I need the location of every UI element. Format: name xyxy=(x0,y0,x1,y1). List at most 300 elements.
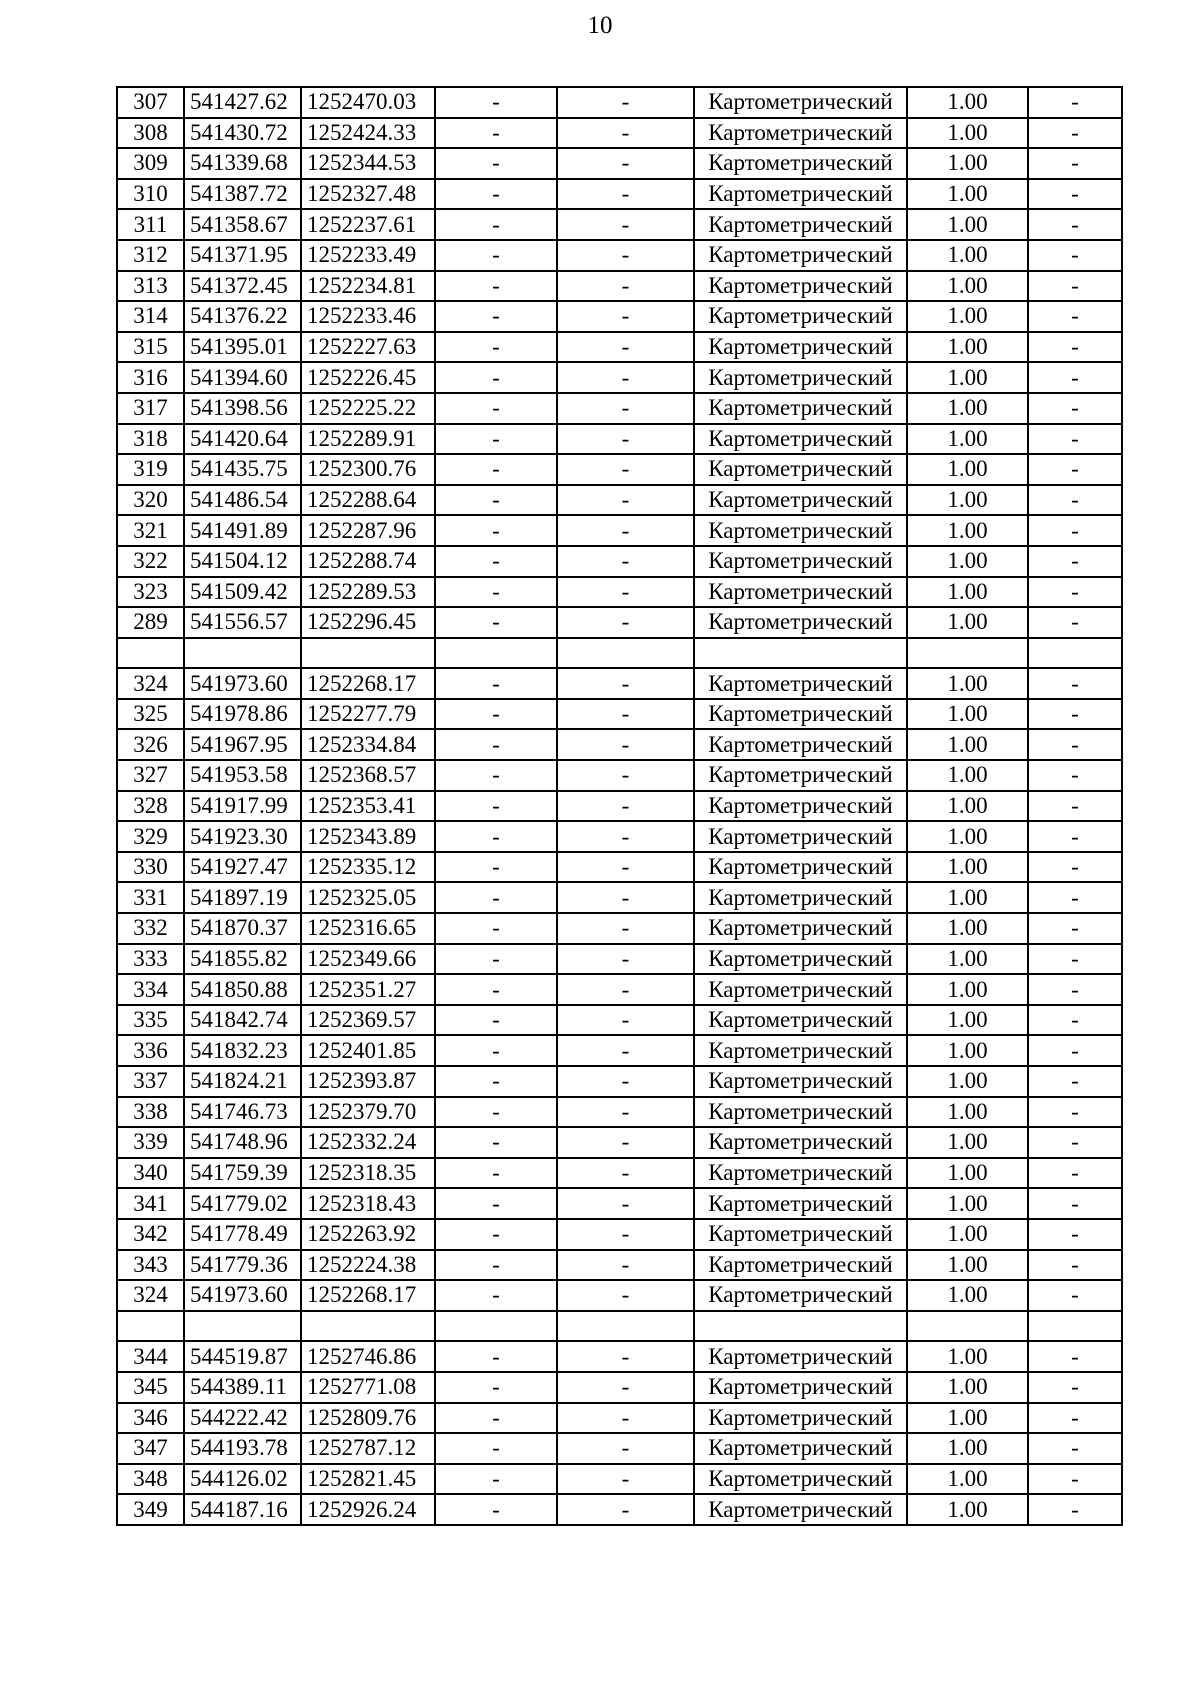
y-coordinate-cell: 1252227.63 xyxy=(301,332,435,363)
description-cell: - xyxy=(1028,1464,1122,1495)
x-coordinate-cell: 541504.12 xyxy=(184,546,301,577)
y-coordinate-cell: 1252226.45 xyxy=(301,362,435,393)
method-cell: Картометрический xyxy=(694,1066,907,1097)
table-row xyxy=(117,760,1122,791)
accuracy-cell: 1.00 xyxy=(907,821,1028,852)
old-y-cell: - xyxy=(557,209,694,240)
point-number-cell: 326 xyxy=(117,729,184,760)
y-coordinate-cell: 1252318.43 xyxy=(301,1188,435,1219)
description-cell: - xyxy=(1028,1005,1122,1036)
table-row xyxy=(117,271,1122,302)
table-row xyxy=(117,424,1122,455)
accuracy-cell: 1.00 xyxy=(907,393,1028,424)
accuracy-cell: 1.00 xyxy=(907,1433,1028,1464)
old-y-cell: - xyxy=(557,729,694,760)
old-x-cell: - xyxy=(435,1494,557,1525)
old-y-cell: - xyxy=(557,974,694,1005)
x-coordinate-cell: 541556.57 xyxy=(184,607,301,638)
point-number-cell: 332 xyxy=(117,913,184,944)
table-row xyxy=(117,515,1122,546)
accuracy-cell: 1.00 xyxy=(907,1464,1028,1495)
old-x-cell xyxy=(435,1311,557,1342)
method-cell: Картометрический xyxy=(694,118,907,149)
description-cell: - xyxy=(1028,1341,1122,1372)
table-row xyxy=(117,668,1122,699)
old-y-cell: - xyxy=(557,882,694,913)
x-coordinate-cell: 541923.30 xyxy=(184,821,301,852)
description-cell: - xyxy=(1028,87,1122,118)
table-row xyxy=(117,1372,1122,1403)
description-cell: - xyxy=(1028,454,1122,485)
accuracy-cell: 1.00 xyxy=(907,1372,1028,1403)
method-cell: Картометрический xyxy=(694,1403,907,1434)
point-number-cell: 316 xyxy=(117,362,184,393)
method-cell: Картометрический xyxy=(694,1188,907,1219)
y-coordinate-cell: 1252787.12 xyxy=(301,1433,435,1464)
accuracy-cell xyxy=(907,1311,1028,1342)
point-number-cell: 328 xyxy=(117,791,184,822)
method-cell: Картометрический xyxy=(694,944,907,975)
x-coordinate-cell: 544519.87 xyxy=(184,1341,301,1372)
description-cell: - xyxy=(1028,668,1122,699)
x-coordinate-cell: 541398.56 xyxy=(184,393,301,424)
table-row xyxy=(117,913,1122,944)
old-y-cell: - xyxy=(557,1066,694,1097)
point-number-cell: 325 xyxy=(117,699,184,730)
y-coordinate-cell: 1252237.61 xyxy=(301,209,435,240)
old-y-cell: - xyxy=(557,454,694,485)
y-coordinate-cell: 1252318.35 xyxy=(301,1158,435,1189)
old-x-cell: - xyxy=(435,1035,557,1066)
x-coordinate-cell: 541927.47 xyxy=(184,852,301,883)
table-row xyxy=(117,1097,1122,1128)
x-coordinate-cell: 541339.68 xyxy=(184,148,301,179)
accuracy-cell: 1.00 xyxy=(907,1066,1028,1097)
point-number-cell: 313 xyxy=(117,271,184,302)
description-cell: - xyxy=(1028,271,1122,302)
x-coordinate-cell: 541973.60 xyxy=(184,1280,301,1311)
description-cell xyxy=(1028,1311,1122,1342)
table-row xyxy=(117,301,1122,332)
description-cell: - xyxy=(1028,546,1122,577)
point-number-cell: 346 xyxy=(117,1403,184,1434)
old-x-cell: - xyxy=(435,1005,557,1036)
old-y-cell: - xyxy=(557,179,694,210)
point-number-cell: 329 xyxy=(117,821,184,852)
accuracy-cell: 1.00 xyxy=(907,1158,1028,1189)
y-coordinate-cell: 1252234.81 xyxy=(301,271,435,302)
method-cell: Картометрический xyxy=(694,1280,907,1311)
x-coordinate-cell: 541358.67 xyxy=(184,209,301,240)
y-coordinate-cell: 1252344.53 xyxy=(301,148,435,179)
description-cell: - xyxy=(1028,393,1122,424)
table-row xyxy=(117,882,1122,913)
y-coordinate-cell: 1252821.45 xyxy=(301,1464,435,1495)
point-number-cell: 335 xyxy=(117,1005,184,1036)
y-coordinate-cell xyxy=(301,1311,435,1342)
point-number-cell: 336 xyxy=(117,1035,184,1066)
table-row xyxy=(117,1341,1122,1372)
description-cell: - xyxy=(1028,332,1122,363)
x-coordinate-cell: 541897.19 xyxy=(184,882,301,913)
old-y-cell: - xyxy=(557,1250,694,1281)
description-cell: - xyxy=(1028,179,1122,210)
accuracy-cell: 1.00 xyxy=(907,240,1028,271)
y-coordinate-cell: 1252288.64 xyxy=(301,485,435,516)
x-coordinate-cell: 541917.99 xyxy=(184,791,301,822)
old-y-cell: - xyxy=(557,607,694,638)
point-number-cell: 341 xyxy=(117,1188,184,1219)
old-y-cell: - xyxy=(557,362,694,393)
accuracy-cell: 1.00 xyxy=(907,1403,1028,1434)
accuracy-cell: 1.00 xyxy=(907,913,1028,944)
method-cell: Картометрический xyxy=(694,760,907,791)
table-row xyxy=(117,974,1122,1005)
old-y-cell: - xyxy=(557,1097,694,1128)
description-cell: - xyxy=(1028,944,1122,975)
description-cell: - xyxy=(1028,821,1122,852)
x-coordinate-cell: 541435.75 xyxy=(184,454,301,485)
y-coordinate-cell: 1252296.45 xyxy=(301,607,435,638)
table-row xyxy=(117,729,1122,760)
table-row xyxy=(117,852,1122,883)
old-y-cell: - xyxy=(557,1403,694,1434)
x-coordinate-cell: 541376.22 xyxy=(184,301,301,332)
point-number-cell: 347 xyxy=(117,1433,184,1464)
point-number-cell: 307 xyxy=(117,87,184,118)
old-y-cell: - xyxy=(557,1372,694,1403)
method-cell: Картометрический xyxy=(694,271,907,302)
accuracy-cell: 1.00 xyxy=(907,791,1028,822)
old-y-cell: - xyxy=(557,821,694,852)
accuracy-cell: 1.00 xyxy=(907,1219,1028,1250)
y-coordinate-cell: 1252268.17 xyxy=(301,1280,435,1311)
accuracy-cell: 1.00 xyxy=(907,729,1028,760)
y-coordinate-cell: 1252369.57 xyxy=(301,1005,435,1036)
point-number-cell: 349 xyxy=(117,1494,184,1525)
point-number-cell xyxy=(117,1311,184,1342)
point-number-cell: 348 xyxy=(117,1464,184,1495)
description-cell: - xyxy=(1028,699,1122,730)
point-number-cell: 338 xyxy=(117,1097,184,1128)
method-cell: Картометрический xyxy=(694,882,907,913)
old-x-cell: - xyxy=(435,1219,557,1250)
table-row xyxy=(117,1005,1122,1036)
point-number-cell: 331 xyxy=(117,882,184,913)
description-cell: - xyxy=(1028,1494,1122,1525)
table-row xyxy=(117,362,1122,393)
table-body xyxy=(117,87,1122,1525)
y-coordinate-cell: 1252289.91 xyxy=(301,424,435,455)
method-cell: Картометрический xyxy=(694,1250,907,1281)
accuracy-cell: 1.00 xyxy=(907,424,1028,455)
description-cell: - xyxy=(1028,301,1122,332)
table-row xyxy=(117,1158,1122,1189)
y-coordinate-cell: 1252316.65 xyxy=(301,913,435,944)
method-cell: Картометрический xyxy=(694,148,907,179)
table-row xyxy=(117,118,1122,149)
point-number-cell: 322 xyxy=(117,546,184,577)
description-cell: - xyxy=(1028,791,1122,822)
table-row xyxy=(117,454,1122,485)
accuracy-cell: 1.00 xyxy=(907,882,1028,913)
y-coordinate-cell: 1252268.17 xyxy=(301,668,435,699)
method-cell: Картометрический xyxy=(694,454,907,485)
x-coordinate-cell: 544187.16 xyxy=(184,1494,301,1525)
y-coordinate-cell: 1252224.38 xyxy=(301,1250,435,1281)
accuracy-cell: 1.00 xyxy=(907,271,1028,302)
point-number-cell: 334 xyxy=(117,974,184,1005)
y-coordinate-cell: 1252233.49 xyxy=(301,240,435,271)
old-x-cell: - xyxy=(435,1433,557,1464)
old-y-cell: - xyxy=(557,148,694,179)
point-number-cell: 327 xyxy=(117,760,184,791)
x-coordinate-cell: 541491.89 xyxy=(184,515,301,546)
x-coordinate-cell xyxy=(184,1311,301,1342)
table-row xyxy=(117,699,1122,730)
accuracy-cell: 1.00 xyxy=(907,1097,1028,1128)
description-cell: - xyxy=(1028,913,1122,944)
method-cell: Картометрический xyxy=(694,1035,907,1066)
method-cell: Картометрический xyxy=(694,87,907,118)
table-row-separator xyxy=(117,638,1122,669)
description-cell: - xyxy=(1028,974,1122,1005)
method-cell: Картометрический xyxy=(694,301,907,332)
description-cell: - xyxy=(1028,760,1122,791)
x-coordinate-cell: 541779.36 xyxy=(184,1250,301,1281)
method-cell: Картометрический xyxy=(694,852,907,883)
table-row xyxy=(117,240,1122,271)
y-coordinate-cell: 1252349.66 xyxy=(301,944,435,975)
old-y-cell: - xyxy=(557,1494,694,1525)
table-row xyxy=(117,791,1122,822)
table-row xyxy=(117,332,1122,363)
accuracy-cell: 1.00 xyxy=(907,974,1028,1005)
x-coordinate-cell: 541509.42 xyxy=(184,577,301,608)
old-x-cell: - xyxy=(435,1158,557,1189)
accuracy-cell: 1.00 xyxy=(907,944,1028,975)
method-cell: Картометрический xyxy=(694,974,907,1005)
old-x-cell: - xyxy=(435,1403,557,1434)
accuracy-cell: 1.00 xyxy=(907,1005,1028,1036)
old-y-cell: - xyxy=(557,944,694,975)
method-cell: Картометрический xyxy=(694,668,907,699)
description-cell: - xyxy=(1028,424,1122,455)
old-x-cell: - xyxy=(435,240,557,271)
accuracy-cell: 1.00 xyxy=(907,515,1028,546)
description-cell: - xyxy=(1028,729,1122,760)
method-cell: Картометрический xyxy=(694,1464,907,1495)
point-number-cell: 324 xyxy=(117,1280,184,1311)
old-y-cell: - xyxy=(557,1341,694,1372)
point-number-cell: 311 xyxy=(117,209,184,240)
table-row xyxy=(117,179,1122,210)
old-y-cell: - xyxy=(557,760,694,791)
point-number-cell: 337 xyxy=(117,1066,184,1097)
description-cell: - xyxy=(1028,607,1122,638)
method-cell: Картометрический xyxy=(694,1097,907,1128)
old-y-cell: - xyxy=(557,271,694,302)
old-x-cell: - xyxy=(435,1372,557,1403)
description-cell: - xyxy=(1028,485,1122,516)
method-cell: Картометрический xyxy=(694,577,907,608)
table-row xyxy=(117,1280,1122,1311)
table-row xyxy=(117,821,1122,852)
point-number-cell: 342 xyxy=(117,1219,184,1250)
page-number: 10 xyxy=(587,12,613,39)
y-coordinate-cell: 1252332.24 xyxy=(301,1127,435,1158)
x-coordinate-cell: 541832.23 xyxy=(184,1035,301,1066)
x-coordinate-cell: 541746.73 xyxy=(184,1097,301,1128)
y-coordinate-cell: 1252809.76 xyxy=(301,1403,435,1434)
method-cell: Картометрический xyxy=(694,1494,907,1525)
old-x-cell: - xyxy=(435,87,557,118)
table-row xyxy=(117,1066,1122,1097)
table-row xyxy=(117,944,1122,975)
table-row-separator xyxy=(117,1311,1122,1342)
old-y-cell: - xyxy=(557,393,694,424)
point-number-cell: 343 xyxy=(117,1250,184,1281)
old-y-cell: - xyxy=(557,485,694,516)
description-cell: - xyxy=(1028,1127,1122,1158)
old-y-cell: - xyxy=(557,1158,694,1189)
point-number-cell: 309 xyxy=(117,148,184,179)
description-cell: - xyxy=(1028,515,1122,546)
old-x-cell: - xyxy=(435,209,557,240)
old-x-cell: - xyxy=(435,974,557,1005)
accuracy-cell: 1.00 xyxy=(907,607,1028,638)
description-cell: - xyxy=(1028,1219,1122,1250)
y-coordinate-cell: 1252288.74 xyxy=(301,546,435,577)
old-x-cell: - xyxy=(435,882,557,913)
old-x-cell: - xyxy=(435,699,557,730)
point-number-cell: 317 xyxy=(117,393,184,424)
old-x-cell: - xyxy=(435,1280,557,1311)
y-coordinate-cell: 1252225.22 xyxy=(301,393,435,424)
point-number-cell: 319 xyxy=(117,454,184,485)
x-coordinate-cell: 541427.62 xyxy=(184,87,301,118)
table-row xyxy=(117,1464,1122,1495)
point-number-cell: 314 xyxy=(117,301,184,332)
table-row xyxy=(117,1127,1122,1158)
old-y-cell: - xyxy=(557,913,694,944)
y-coordinate-cell: 1252353.41 xyxy=(301,791,435,822)
table-row xyxy=(117,393,1122,424)
table-row xyxy=(117,87,1122,118)
accuracy-cell: 1.00 xyxy=(907,577,1028,608)
method-cell: Картометрический xyxy=(694,913,907,944)
x-coordinate-cell: 544126.02 xyxy=(184,1464,301,1495)
old-x-cell: - xyxy=(435,179,557,210)
point-number-cell: 320 xyxy=(117,485,184,516)
point-number-cell: 310 xyxy=(117,179,184,210)
old-y-cell xyxy=(557,638,694,669)
accuracy-cell: 1.00 xyxy=(907,485,1028,516)
old-x-cell: - xyxy=(435,362,557,393)
method-cell: Картометрический xyxy=(694,607,907,638)
x-coordinate-cell: 541420.64 xyxy=(184,424,301,455)
x-coordinate-cell: 541855.82 xyxy=(184,944,301,975)
old-x-cell: - xyxy=(435,424,557,455)
x-coordinate-cell: 541372.45 xyxy=(184,271,301,302)
x-coordinate-cell: 544222.42 xyxy=(184,1403,301,1434)
x-coordinate-cell: 541486.54 xyxy=(184,485,301,516)
description-cell: - xyxy=(1028,882,1122,913)
old-y-cell: - xyxy=(557,87,694,118)
table-row xyxy=(117,148,1122,179)
y-coordinate-cell: 1252424.33 xyxy=(301,118,435,149)
old-y-cell: - xyxy=(557,668,694,699)
description-cell: - xyxy=(1028,852,1122,883)
old-y-cell: - xyxy=(557,1464,694,1495)
method-cell: Картометрический xyxy=(694,240,907,271)
y-coordinate-cell: 1252343.89 xyxy=(301,821,435,852)
y-coordinate-cell: 1252746.86 xyxy=(301,1341,435,1372)
point-number-cell: 330 xyxy=(117,852,184,883)
accuracy-cell: 1.00 xyxy=(907,760,1028,791)
old-x-cell: - xyxy=(435,301,557,332)
method-cell: Картометрический xyxy=(694,1127,907,1158)
x-coordinate-cell: 541967.95 xyxy=(184,729,301,760)
accuracy-cell: 1.00 xyxy=(907,1035,1028,1066)
table-row xyxy=(117,1433,1122,1464)
old-y-cell: - xyxy=(557,332,694,363)
y-coordinate-cell: 1252289.53 xyxy=(301,577,435,608)
accuracy-cell: 1.00 xyxy=(907,668,1028,699)
old-x-cell: - xyxy=(435,791,557,822)
old-y-cell xyxy=(557,1311,694,1342)
point-number-cell: 315 xyxy=(117,332,184,363)
coordinates-table xyxy=(116,86,1123,1526)
old-x-cell: - xyxy=(435,1097,557,1128)
method-cell: Картометрический xyxy=(694,729,907,760)
x-coordinate-cell: 541759.39 xyxy=(184,1158,301,1189)
y-coordinate-cell: 1252393.87 xyxy=(301,1066,435,1097)
description-cell: - xyxy=(1028,1403,1122,1434)
old-y-cell: - xyxy=(557,1035,694,1066)
old-y-cell: - xyxy=(557,699,694,730)
method-cell: Картометрический xyxy=(694,821,907,852)
y-coordinate-cell: 1252351.27 xyxy=(301,974,435,1005)
accuracy-cell: 1.00 xyxy=(907,1280,1028,1311)
description-cell: - xyxy=(1028,1158,1122,1189)
accuracy-cell: 1.00 xyxy=(907,301,1028,332)
method-cell: Картометрический xyxy=(694,1341,907,1372)
x-coordinate-cell: 541371.95 xyxy=(184,240,301,271)
table-row xyxy=(117,1035,1122,1066)
method-cell: Картометрический xyxy=(694,546,907,577)
description-cell: - xyxy=(1028,148,1122,179)
description-cell: - xyxy=(1028,1188,1122,1219)
x-coordinate-cell: 541778.49 xyxy=(184,1219,301,1250)
accuracy-cell: 1.00 xyxy=(907,179,1028,210)
table-row xyxy=(117,1250,1122,1281)
method-cell: Картометрический xyxy=(694,179,907,210)
table-row xyxy=(117,546,1122,577)
x-coordinate-cell: 541973.60 xyxy=(184,668,301,699)
method-cell: Картометрический xyxy=(694,1372,907,1403)
description-cell: - xyxy=(1028,1097,1122,1128)
old-y-cell: - xyxy=(557,424,694,455)
method-cell: Картометрический xyxy=(694,1433,907,1464)
old-x-cell: - xyxy=(435,546,557,577)
old-y-cell: - xyxy=(557,1219,694,1250)
accuracy-cell: 1.00 xyxy=(907,454,1028,485)
accuracy-cell: 1.00 xyxy=(907,148,1028,179)
x-coordinate-cell: 541842.74 xyxy=(184,1005,301,1036)
x-coordinate-cell xyxy=(184,638,301,669)
old-y-cell: - xyxy=(557,515,694,546)
